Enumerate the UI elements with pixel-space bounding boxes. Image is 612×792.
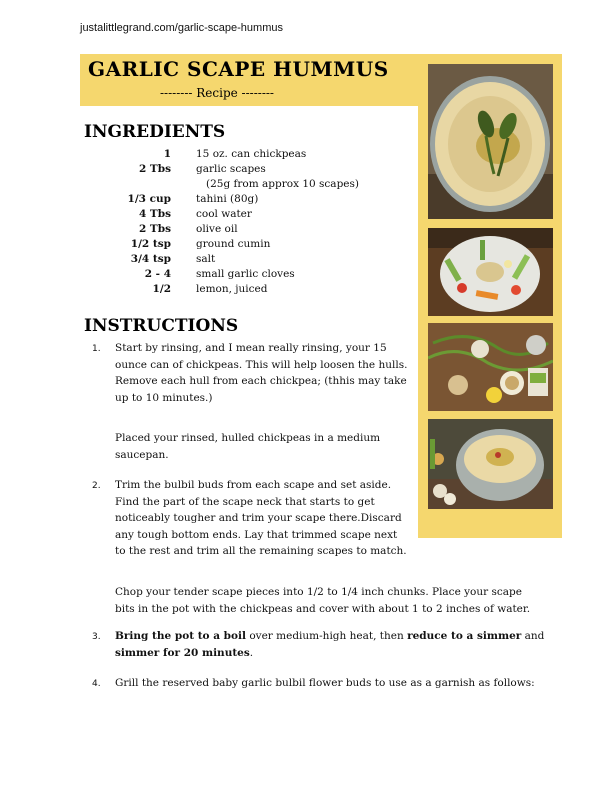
ingredients-photo [428,323,553,411]
ingredient-amount: 3/4 tsp [130,253,171,265]
text-line: ounce can of chickpeas. This will help loosen the hulls. [115,358,408,371]
text-line: Start by rinsing, and I mean really rinsing, your 15 [115,342,387,354]
ingredient-amount: 1/2 [152,283,171,295]
ingredient-amount: 4 Tbs [138,208,171,220]
step-number: 1. [92,344,101,354]
ingredients-heading: INGREDIENTS [84,122,226,142]
ingredient-name: salt [196,253,216,265]
text-line: Remove each hull from each chickpea; (thhis may take [115,375,407,388]
ingredient-name: cool water [196,208,252,220]
step-number: 4. [92,679,101,689]
text-line [115,645,544,662]
emphasis: reduce to a simmer [407,630,522,642]
ingredient-name: olive oil [196,223,238,235]
text-line: Trim the bulbil buds from each scape and set aside. [115,479,392,491]
emphasis: simmer for 20 minutes [115,646,250,659]
step-number: 3. [92,632,101,642]
text-line: saucepan. [115,448,169,461]
text-line: Placed your rinsed, hulled chickpeas in a medium [115,432,381,444]
step-1-text [115,340,407,406]
step-3-text [115,628,544,661]
text-line: any tough bottom ends. Lay that trimmed scape next [115,528,398,541]
ingredient-name: garlic scapes [196,163,266,175]
hummus-bowl-photo [428,64,553,219]
ingredient-amount: 2 Tbs [138,163,171,175]
ingredient-amount: 2 - 4 [144,268,171,280]
text-line [115,628,544,645]
veggie-platter-photo [428,228,553,316]
ingredient-name: tahini (80g) [196,193,259,205]
ingredient-name: lemon, juiced [196,283,268,295]
text-line: to the rest and trim all the remaining scapes to match. [115,545,407,558]
ingredient-amount: 2 Tbs [138,223,171,235]
step-1-text-continued [115,430,380,463]
ingredient-name: small garlic cloves [196,268,295,280]
text-run: . [249,646,254,659]
step-2-text-continued [115,584,530,617]
text-line: Grill the reserved baby garlic bulbil flower buds to use as a garnish as follows: [115,677,535,689]
ingredient-name: 15 oz. can chickpeas [196,148,307,160]
text-line: up to 10 minutes.) [115,391,213,404]
ingredient-amount: 1 [163,148,171,160]
hummus-serving-photo [428,419,553,509]
source-url: justalittlegrand.com/garlic-scape-hummus [80,22,283,34]
step-2-text [115,477,407,560]
page-title: GARLIC SCAPE HUMMUS [88,57,389,81]
step-number: 2. [92,481,101,491]
ingredient-note: (25g from approx 10 scapes) [206,178,359,190]
ingredient-amount: 1/2 tsp [130,238,171,250]
ingredient-amount: 1/3 cup [127,193,171,205]
text-run: over medium-high heat, then [246,630,408,642]
text-line: Find the part of the scape neck that starts to get [115,495,375,508]
instructions-heading: INSTRUCTIONS [84,316,239,336]
ingredient-name: ground cumin [196,238,271,250]
step-4-text [115,675,535,692]
text-line: noticeably tougher and trim your scape there.Discard [115,512,402,525]
recipe-subtitle: -------- Recipe -------- [160,86,274,100]
text-line: Chop your tender scape pieces into 1/2 to 1/4 inch chunks. Place your scape [115,586,522,598]
text-run: and [521,630,545,642]
emphasis: Bring the pot to a boil [115,630,246,642]
text-line: bits in the pot with the chickpeas and cover with about 1 to 2 inches of water. [115,602,531,615]
